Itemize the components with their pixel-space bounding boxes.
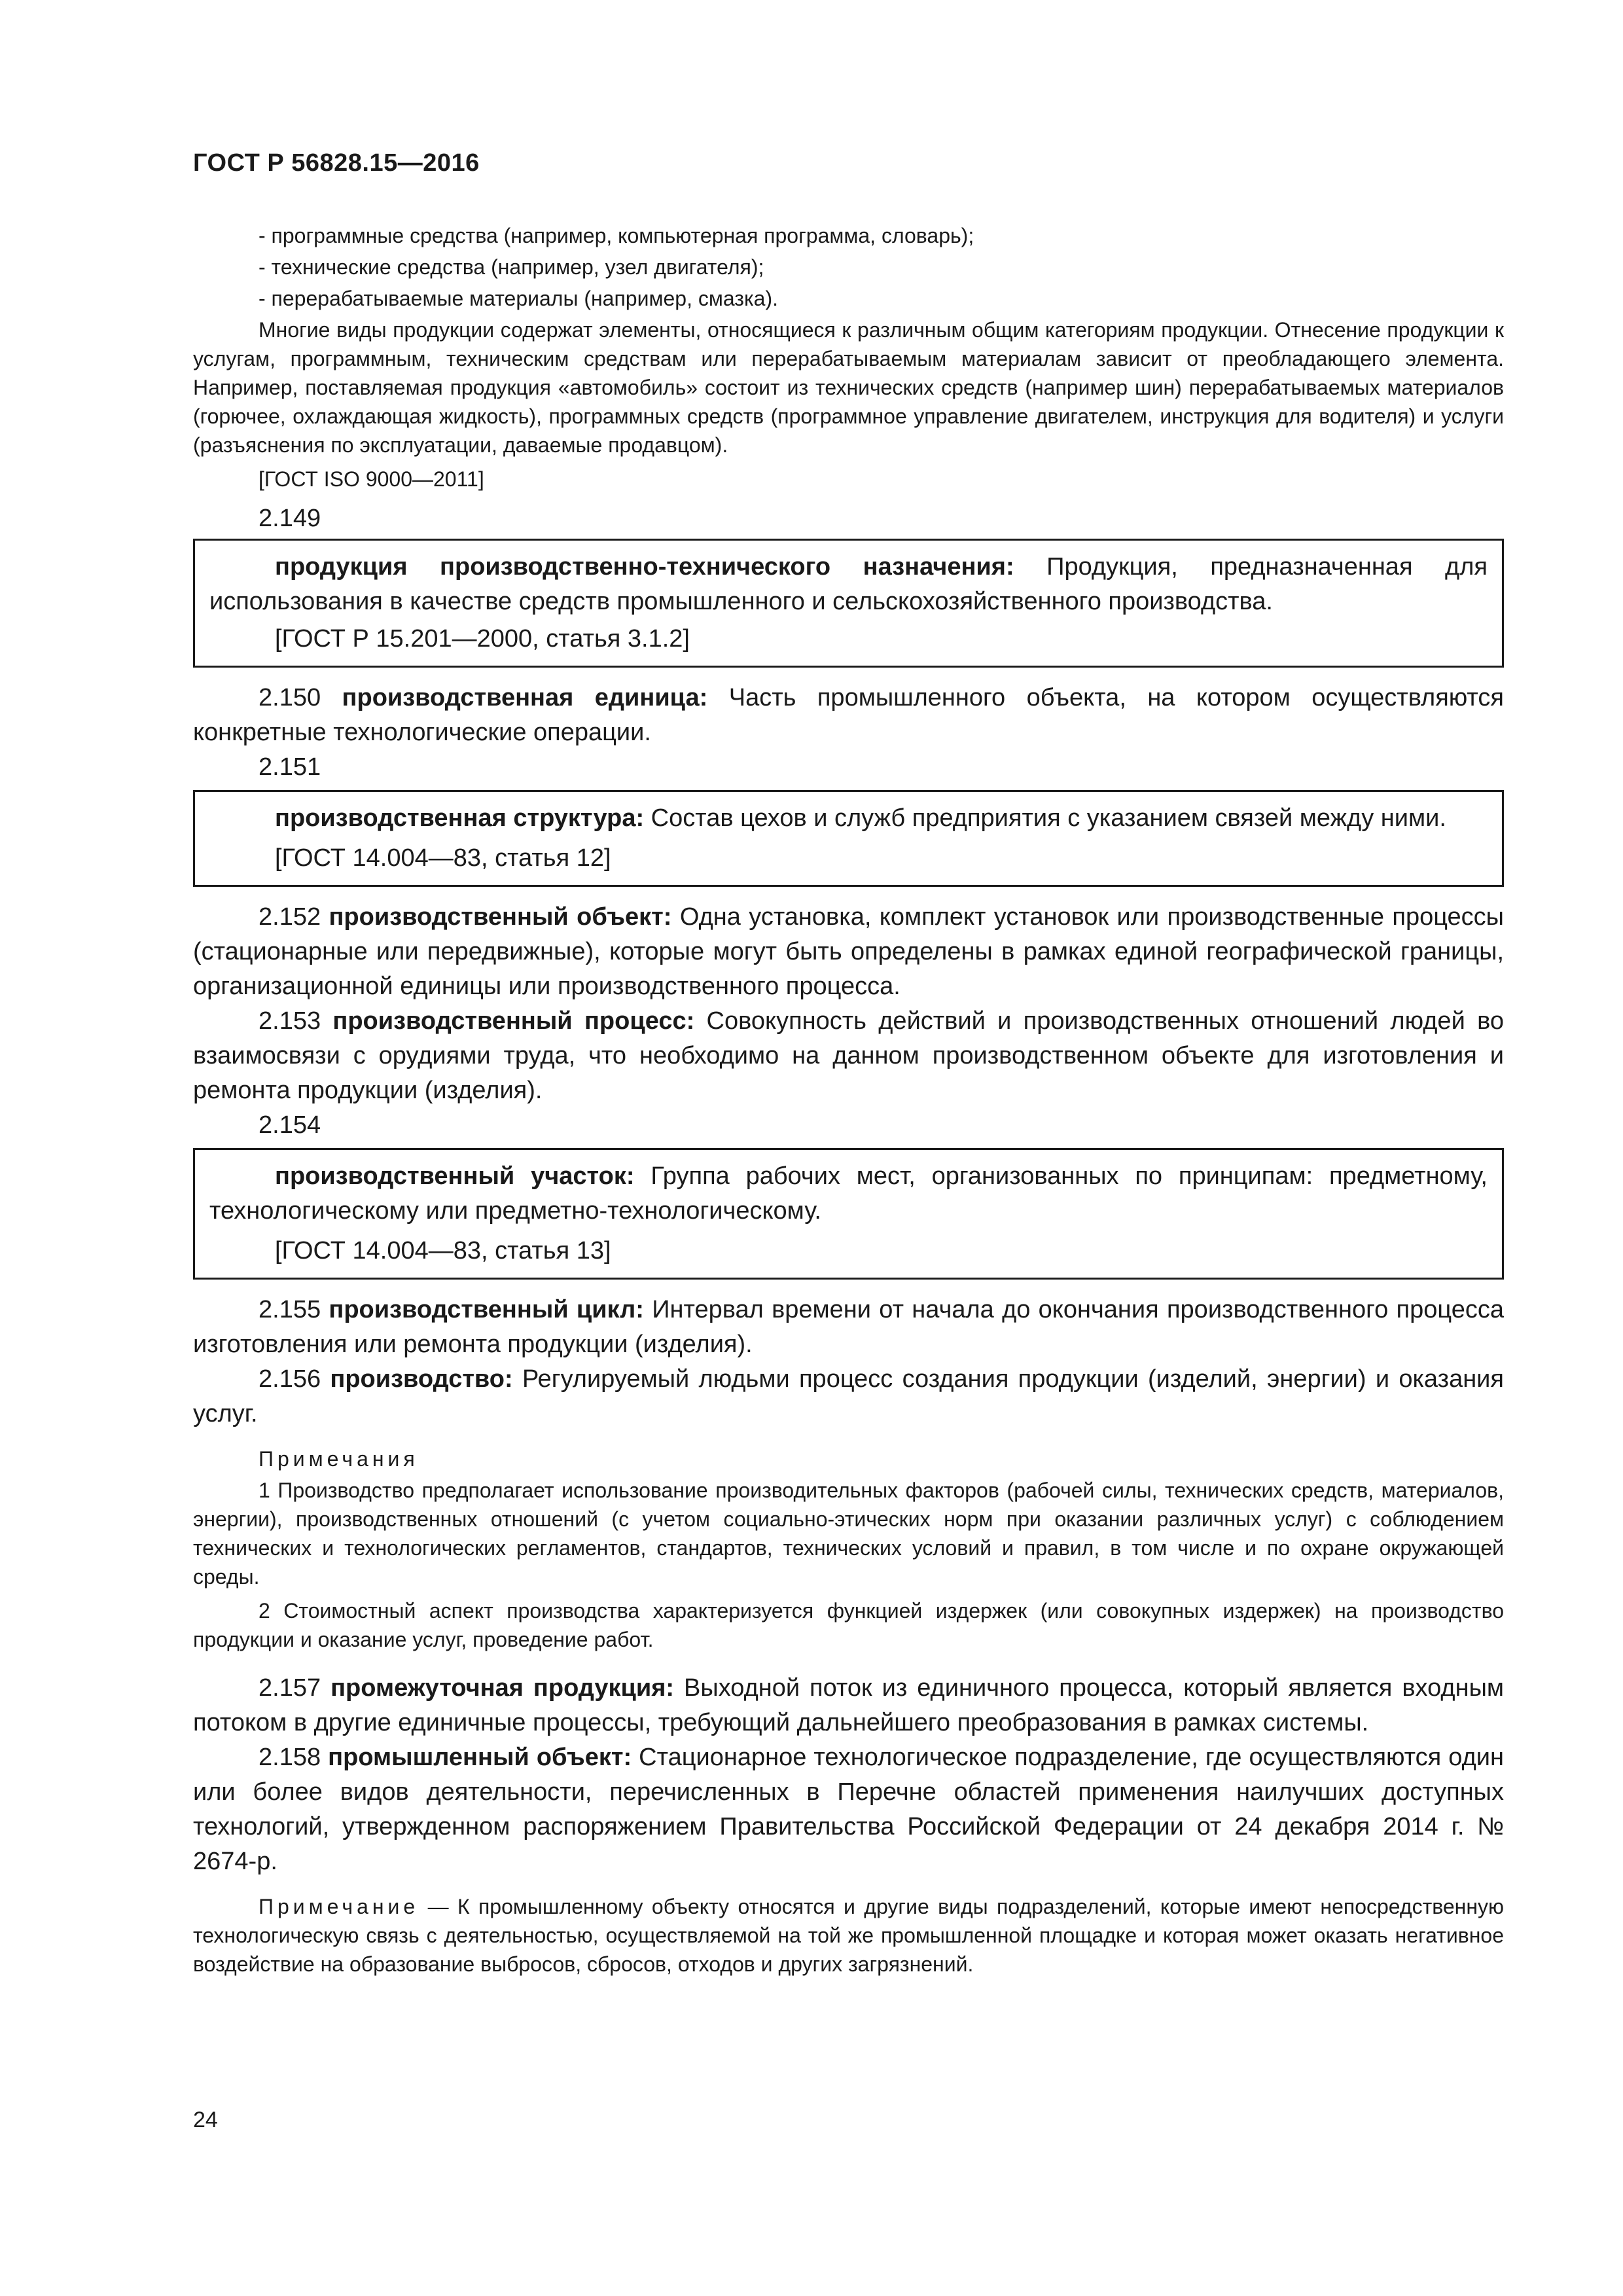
intro-paragraph: Многие виды продукции содержат элементы, относящиеся к различным общим категориям продукции. Отнесение продукции к услугам, программным, техническим средствам или перерабатываемым материалам зависит от преобладающего элемента. Например, поставляемая продукция «автомобиль» состоит из технических средств (например шин) перерабатываемых материалов (горючее, охлаждающая жидкость), программных средств (программное управление двигателем, инструкция для водителя) и услуги (разъяснения по эксплуатации, даваемые продавцом). xyxy=(193,318,1504,457)
note-item: 2 Стоимостный аспект производства характеризуется функцией издержек (или совокупных издержек) на производство продукции и оказание услуг, проведение работ. xyxy=(193,1599,1504,1651)
term-number: 2.158 xyxy=(259,1744,329,1771)
term-number: 2.151 xyxy=(259,753,321,781)
term-number: 2.156 xyxy=(259,1365,330,1393)
term-text: Регулируемый людьми процесс создания продукции (изделий, энергии) и оказания услуг. xyxy=(193,1365,1504,1427)
list-item: - перерабатываемые материалы (например, смазка). xyxy=(259,287,778,310)
term-source: [ГОСТ 14.004—83, статья 12] xyxy=(275,844,611,872)
page-number: 24 xyxy=(193,2108,218,2132)
term-2-150 xyxy=(193,681,1504,750)
term-definition xyxy=(209,1159,1488,1229)
term-text: Совокупность действий и производственных отношений людей во взаимосвязи с орудиями труда, что необходимо на данном производственном объекте для изготовления и ремонта продукции (изделия). xyxy=(193,1007,1504,1104)
term-2-155 xyxy=(193,1293,1504,1362)
term-name: производство: xyxy=(330,1365,513,1393)
term-name: промышленный объект: xyxy=(328,1744,632,1771)
term-box-2-151 xyxy=(193,790,1504,887)
term-name: производственная структура: xyxy=(275,804,645,832)
term-2-153 xyxy=(193,1004,1504,1108)
term-2-152 xyxy=(193,900,1504,1004)
term-name: производственный цикл: xyxy=(329,1296,644,1323)
list-item: - технические средства (например, узел двигателя); xyxy=(259,255,764,279)
term-box-2-154 xyxy=(193,1148,1504,1280)
term-name: производственный процесс: xyxy=(332,1007,695,1035)
term-name: промежуточная продукция: xyxy=(330,1674,675,1702)
term-definition xyxy=(209,550,1488,619)
term-text: Продукция, предназначенная для использования в качестве средств промышленного и сельскохозяйственного производства. xyxy=(209,553,1488,615)
note-text: — К промышленному объекту относятся и другие виды подразделений, которые имеют непосредственную технологическую связь с деятельностью, осуществляемой на той же промышленной площадке и которая может оказать негативное воздействие на образование выбросов, сбросов, отходов и других загрязнений. xyxy=(193,1895,1504,1976)
note-item: 1 Производство предполагает использование производительных факторов (рабочей силы, технических средств, материалов, энергии), производственных отношений (с учетом социально-этических норм при оказании различных услуг) с соблюдением технических и технологических регламентов, стандартов, технических условий и правил, в том числе и по охране окружающей среды. xyxy=(193,1479,1504,1588)
term-name: производственный объект: xyxy=(329,903,672,931)
notes-heading: Примечания xyxy=(259,1447,419,1471)
term-2-156 xyxy=(193,1362,1504,1431)
term-text: Интервал времени от начала до окончания производственного процесса изготовления или ремонта продукции (изделия). xyxy=(193,1296,1504,1358)
note-2-158 xyxy=(193,1892,1504,1979)
term-number: 2.150 xyxy=(259,684,342,711)
term-name: производственный участок: xyxy=(275,1162,635,1190)
term-number: 2.155 xyxy=(259,1296,329,1323)
term-text: Группа рабочих мест, организованных по принципам: предметному, технологическому или предметно-технологическому. xyxy=(209,1162,1488,1225)
term-text: Состав цехов и служб предприятия с указанием связей между ними. xyxy=(644,804,1446,832)
term-source: [ГОСТ 14.004—83, статья 13] xyxy=(275,1237,611,1265)
term-number: 2.154 xyxy=(259,1111,321,1139)
term-number: 2.153 xyxy=(259,1007,333,1035)
term-name: производственная единица: xyxy=(342,684,708,711)
term-text: Часть промышленного объекта, на котором осуществляются конкретные технологические операции. xyxy=(193,684,1504,746)
term-source: [ГОСТ Р 15.201—2000, статья 3.1.2] xyxy=(275,625,690,653)
term-box-2-149 xyxy=(193,539,1504,668)
document-body xyxy=(193,221,1504,1979)
term-2-157 xyxy=(193,1671,1504,1740)
document-header: ГОСТ Р 56828.15—2016 xyxy=(193,149,480,177)
term-text: Выходной поток из единичного процесса, который является входным потоком в другие единичные процессы, требующий дальнейшего преобразования в рамках системы. xyxy=(193,1674,1504,1736)
term-number: 2.157 xyxy=(259,1674,331,1702)
term-2-158 xyxy=(193,1740,1504,1879)
term-number: 2.149 xyxy=(259,505,321,532)
term-definition xyxy=(209,801,1488,836)
term-text: Одна установка, комплект установок или производственные процессы (стационарные или передвижные), которые могут быть определены в рамках единой географической границы, организационной единицы или производственного процесса. xyxy=(193,903,1504,1000)
term-text: Стационарное технологическое подразделение, где осуществляются один или более видов деятельности, перечисленных в Перечне областей применения наилучших доступных технологий, утвержденном распоряжением Правительства Российской Федерации от 24 декабря 2014 г. № 2674-р. xyxy=(193,1744,1504,1875)
source-reference: [ГОСТ ISO 9000—2011] xyxy=(259,467,484,491)
note-label: Примечание xyxy=(259,1895,419,1918)
list-item: - программные средства (например, компьютерная программа, словарь); xyxy=(259,224,974,247)
term-name: продукция производственно-технического назначения: xyxy=(275,553,1014,581)
term-number: 2.152 xyxy=(259,903,329,931)
